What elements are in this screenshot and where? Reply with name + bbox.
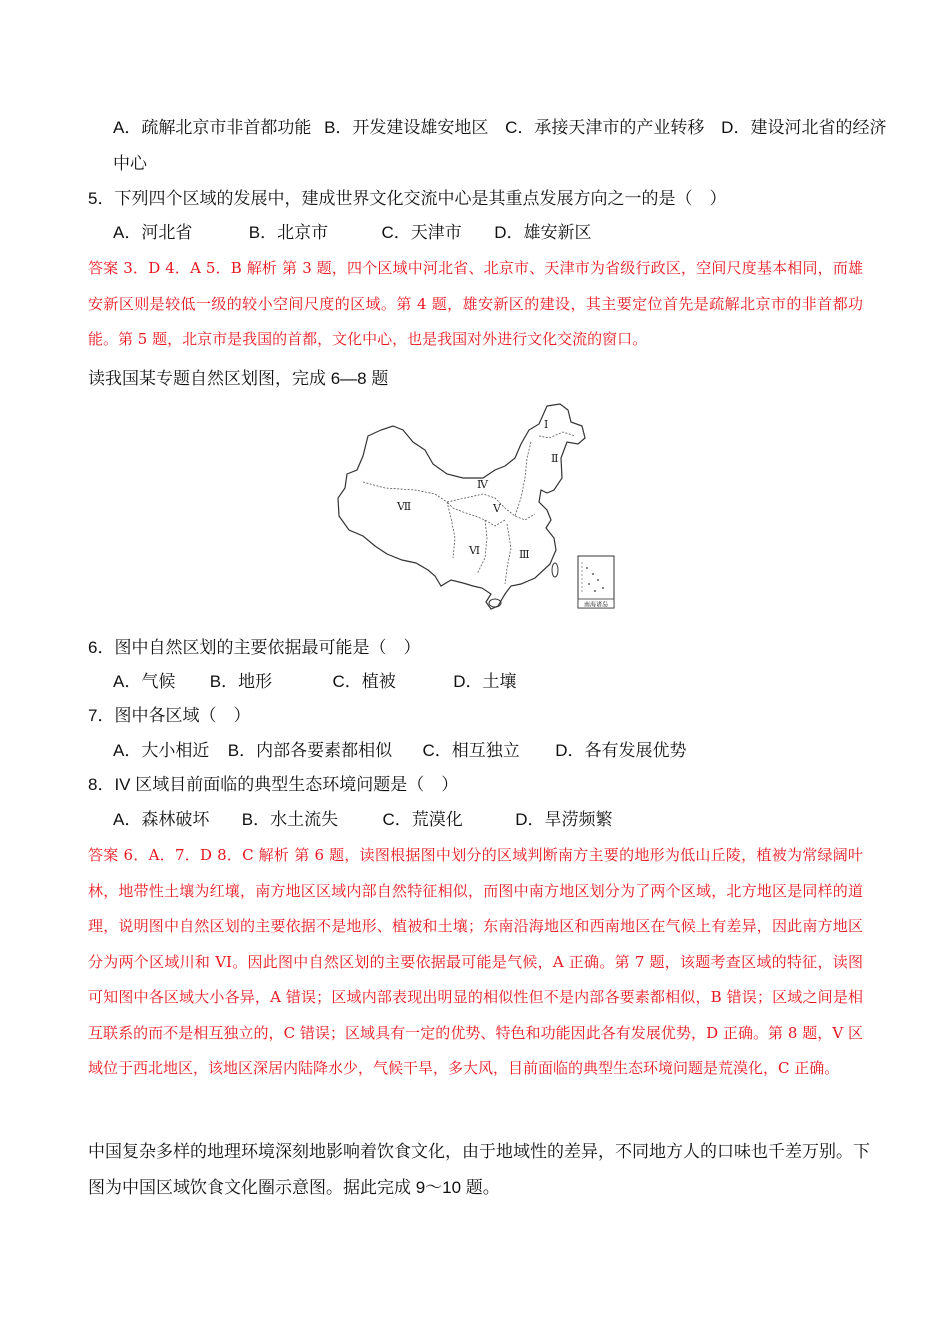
- q8-option-a: A．森林破坏: [113, 810, 210, 829]
- q6-option-a: A．气候: [113, 672, 176, 691]
- intro-6-8: 读我国某专题自然区划图，完成 6—8 题: [88, 369, 389, 388]
- region-label-VII: Ⅶ: [397, 500, 412, 513]
- china-outline: [338, 404, 585, 609]
- boundary-I-II: [539, 432, 575, 438]
- q6-option-d: D．土壤: [453, 672, 517, 691]
- intro-9-10-line2: 图为中国区域饮食文化圈示意图。据此完成 9～10 题。: [88, 1178, 500, 1197]
- q4-option-d-continued: 中心: [113, 154, 147, 173]
- intro-9-10-line1: 中国复杂多样的地理环境深刻地影响着饮食文化，由于地域性的差异，不同地方人的口味也千差万别。下: [88, 1142, 870, 1161]
- region-label-VI: Ⅵ: [469, 544, 481, 557]
- q4-options: [113, 117, 886, 139]
- region-label-IV: Ⅳ: [477, 478, 488, 491]
- q7-options: [113, 740, 686, 762]
- q5-options: [113, 222, 591, 244]
- region-label-II: Ⅱ: [551, 452, 559, 465]
- q7-option-b: B．内部各要素都相似: [227, 741, 393, 760]
- answer-6-8: 答案 6．A．7．D 8．C 解析 第 6 题，读图根据图中划分的区域判断南方主要的地形为低山丘陵，植被为常绿阔叶林，地带性土壤为红壤，南方地区区域内部自然特征相似，而图中南方地区划分为了两个区域，北方地区是同样的道理，说明图中自然区划的主要依据不是地形、植被和土壤；东南沿海地区和西南地区在气候上有差异，因此南方地区分为两个区域川和 VI。因此图中自然区划的主要依据最可能是气候，A 正确。第 7 题，该题考查区域的特征，读图可知图中各区域大小各异，A 错误；区域内部表现出明显的相似性但不是内部各要素都相似，B 错误；区域之间是相互联系的而不是相互独立的，C 错误；区域具有一定的优势、特色和功能因此各有发展优势，D 正确。第 8 题，V 区域位于西北地区，该地区深居内陆降水少，气候干旱，多大风，目前面临的典型生态环境问题是荒漠化，C 正确。: [88, 846, 863, 1077]
- q5-option-d: D．雄安新区: [494, 223, 592, 242]
- q5-option-c: C．天津市: [381, 223, 462, 242]
- q6-options: [113, 671, 516, 693]
- q7-option-a: A．大小相近: [113, 741, 210, 760]
- inset-label: 南海诸岛: [583, 601, 609, 609]
- region-label-V: Ⅴ: [493, 502, 501, 515]
- china-region-map: [335, 398, 617, 613]
- boundary-VI-III: [505, 524, 511, 584]
- q5-stem: 5．下列四个区域的发展中，建成世界文化交流中心是其重点发展方向之一的是（ ）: [88, 189, 727, 208]
- q8-option-c: C．荒漠化: [382, 810, 463, 829]
- q4-option-c: C．承接天津市的产业转移: [505, 118, 705, 137]
- q8-stem: 8．IV 区域目前面临的典型生态环境问题是（ ）: [88, 775, 459, 794]
- region-label-I: Ⅰ: [544, 418, 549, 431]
- q5-option-a: A．河北省: [113, 223, 193, 242]
- q8-option-d: D．旱涝频繁: [515, 810, 613, 829]
- q4-option-d: D．建设河北省的经济: [721, 118, 887, 137]
- q6-option-c: C．植被: [332, 672, 396, 691]
- q7-stem: 7．图中各区域（ ）: [88, 706, 251, 725]
- q6-stem: 6．图中自然区划的主要依据最可能是（ ）: [88, 638, 421, 657]
- boundary-IV-V: [447, 494, 535, 520]
- taiwan-island: [552, 563, 558, 577]
- q7-option-d: D．各有发展优势: [555, 741, 687, 760]
- q8-options: [113, 809, 612, 831]
- q6-option-b: B．地形: [209, 672, 273, 691]
- q8-option-b: B．水土流失: [241, 810, 339, 829]
- q4-option-b: B．开发建设雄安地区: [324, 118, 489, 137]
- answer-3-5: 答案 3．D 4．A 5．B 解析 第 3 题，四个区域中河北省、北京市、天津市为省级行政区，空间尺度基本相同，而雄安新区则是较低一级的较小空间尺度的区域。第 4 题，雄安新区的建设，其主要定位首先是疏解北京市的非首都功能。第 5 题，北京市是我国的首都，文化中心，也是我国对外进行文化交流的窗口。: [88, 259, 863, 348]
- q4-option-a: A．疏解北京市非首都功能: [113, 118, 312, 137]
- region-label-III: Ⅲ: [519, 548, 530, 561]
- q7-option-c: C．相互独立: [422, 741, 520, 760]
- q5-option-b: B．北京市: [248, 223, 329, 242]
